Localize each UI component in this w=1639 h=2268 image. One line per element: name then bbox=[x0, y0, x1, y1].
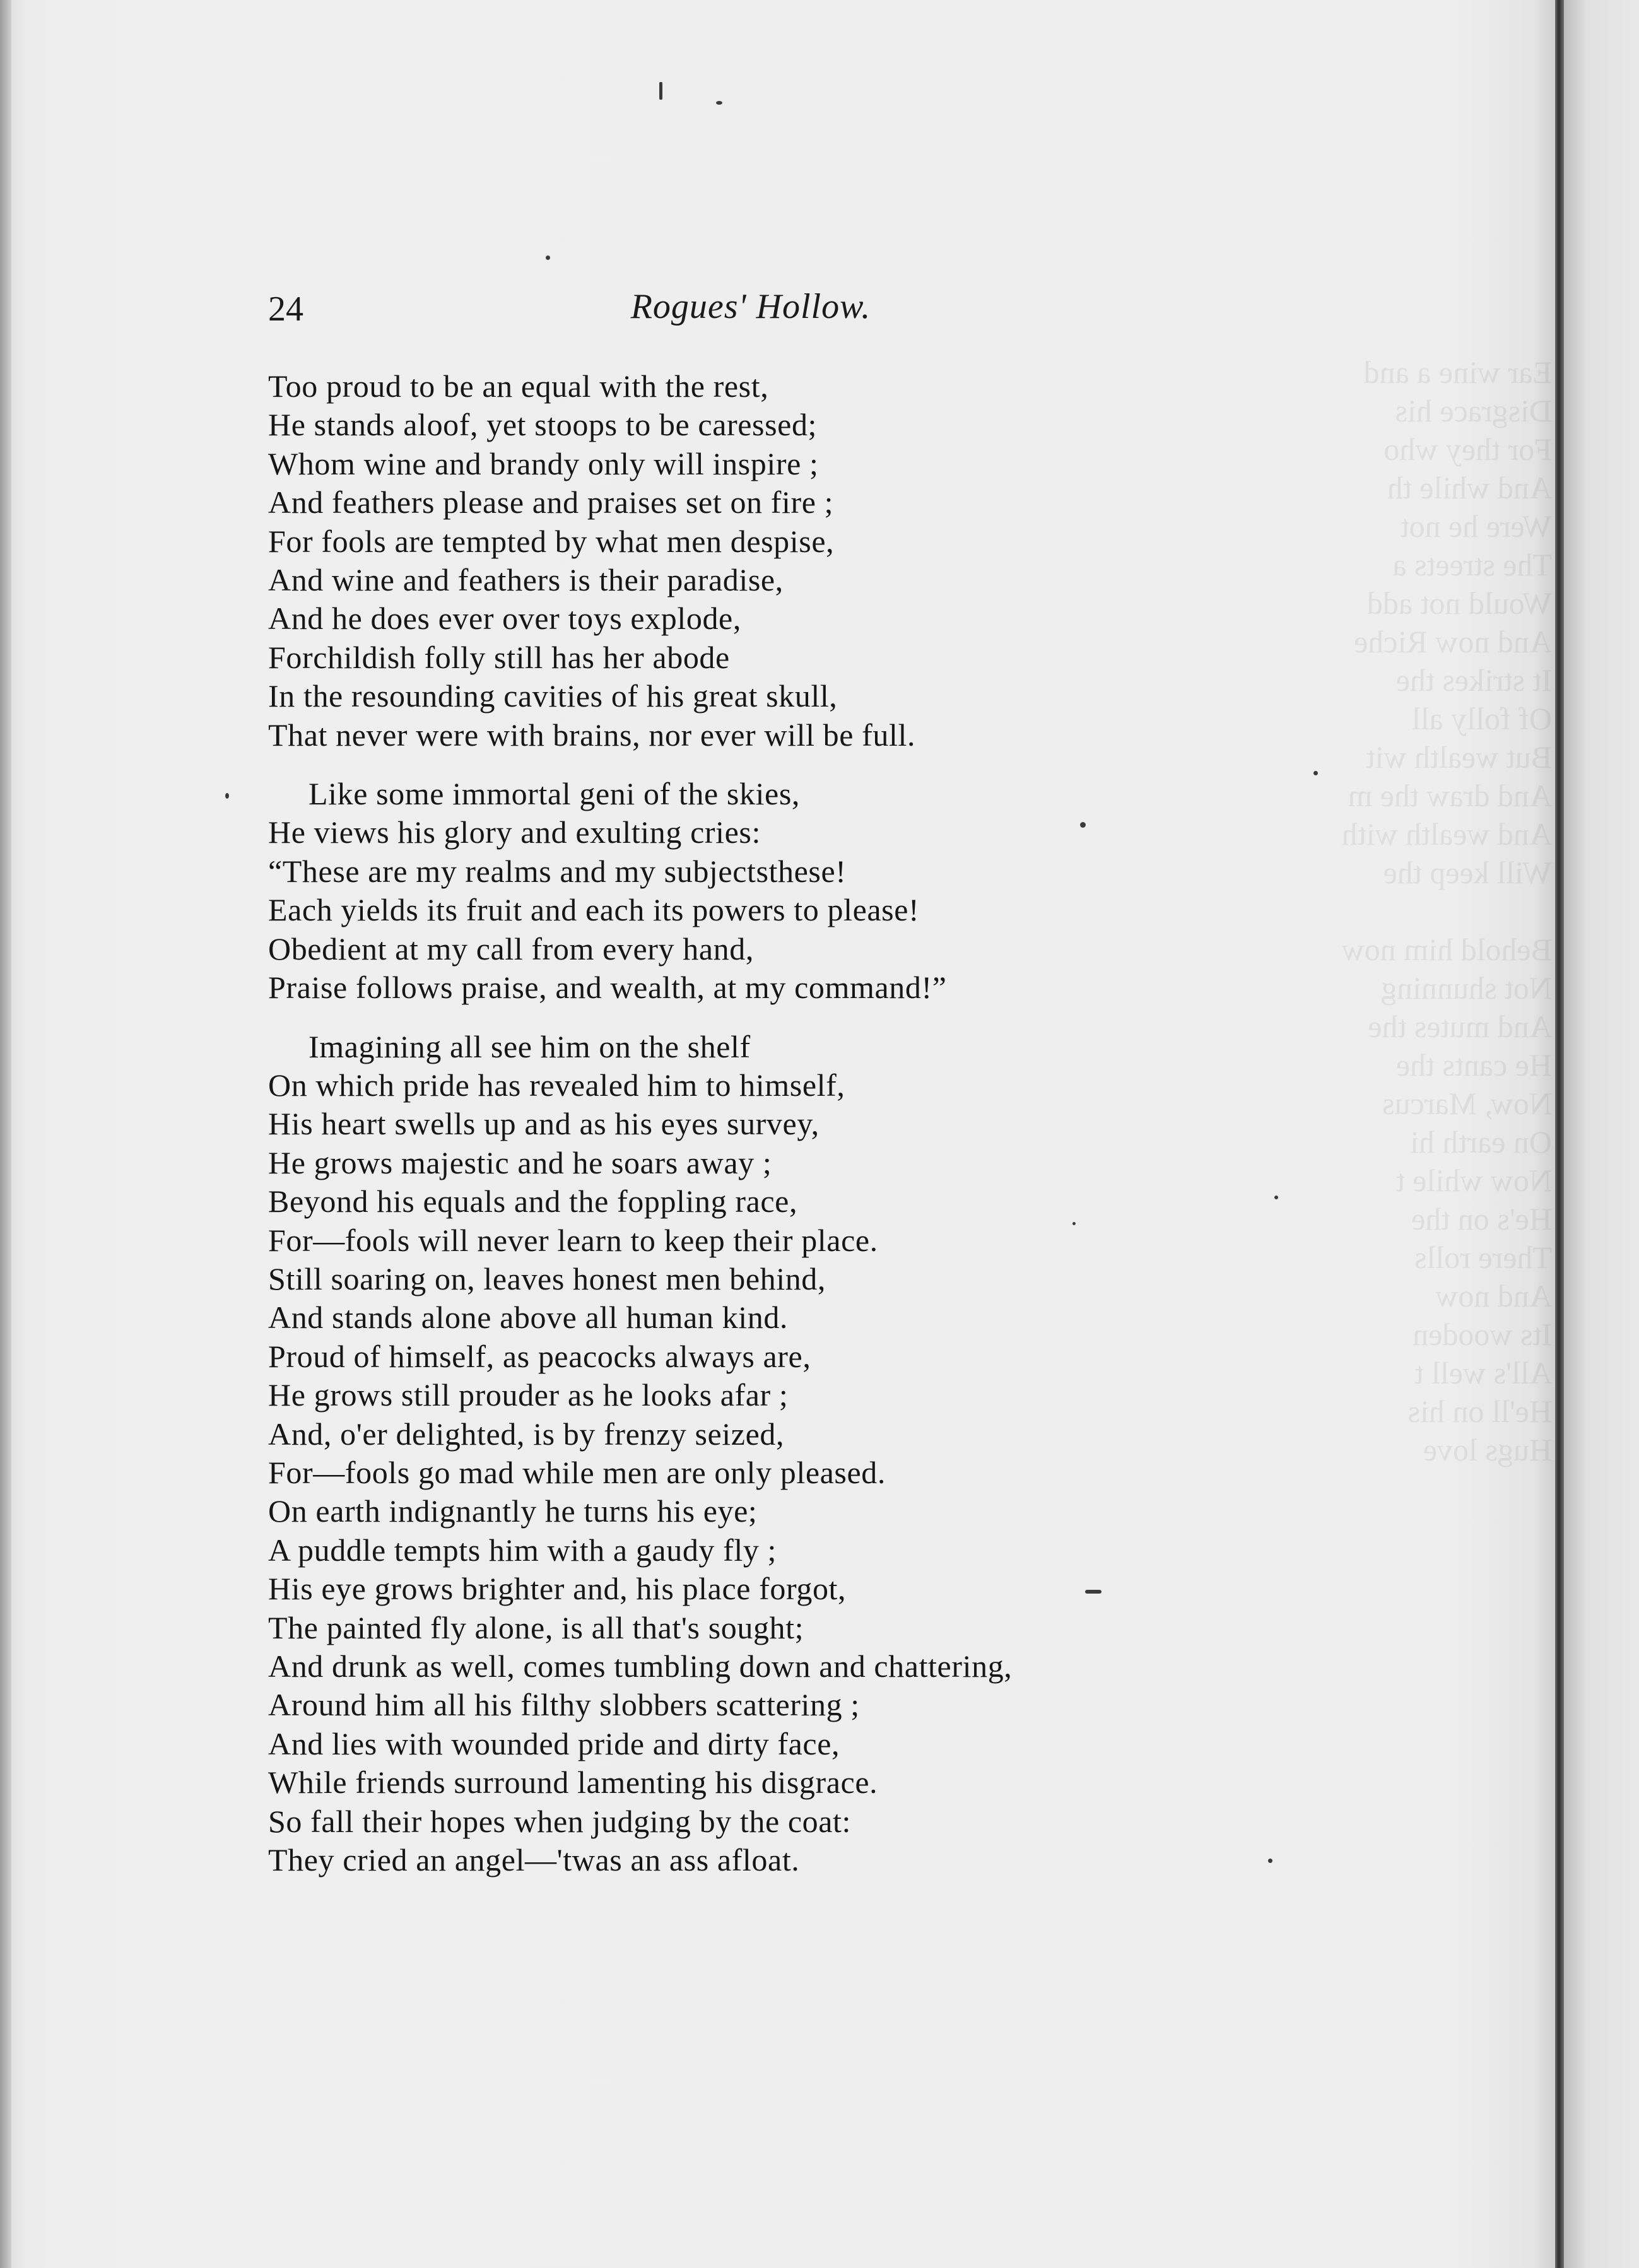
poem-line: Obedient at my call from every hand, bbox=[268, 931, 754, 967]
poem-line: He stands aloof, yet stoops to be caressed; bbox=[268, 407, 818, 443]
page-header bbox=[268, 284, 1233, 334]
poem-line: The painted fly alone, is all that's sought; bbox=[268, 1609, 804, 1645]
poem-line: On which pride has revealed him to himself, bbox=[268, 1067, 845, 1103]
poem-line: Praise follows praise, and wealth, at my command!” bbox=[268, 970, 947, 1006]
poem-line: Still soaring on, leaves honest men behind, bbox=[268, 1260, 826, 1296]
page-speck bbox=[659, 82, 662, 100]
poem-line: Too proud to be an equal with the rest, bbox=[268, 368, 769, 404]
poem-line: He grows still prouder as he looks afar ; bbox=[268, 1377, 789, 1413]
poem-line: They cried an angel—'twas an ass afloat. bbox=[268, 1842, 800, 1878]
page-number: 24 bbox=[268, 290, 303, 329]
poem-line: “These are my realms and my subjectsthese! bbox=[268, 853, 847, 889]
poem-line: So fall their hopes when judging by the coat: bbox=[268, 1803, 852, 1839]
poem-line: Like some immortal geni of the skies, bbox=[308, 776, 800, 812]
poem-line: And he does ever over toys explode, bbox=[268, 601, 741, 637]
poem-body bbox=[268, 367, 1278, 1879]
poem-line: In the resounding cavities of his great skull, bbox=[268, 678, 838, 714]
poem-line: On earth indignantly he turns his eye; bbox=[268, 1493, 758, 1529]
poem-line: Proud of himself, as peacocks always are, bbox=[268, 1338, 811, 1374]
poem-line: For—fools will never learn to keep their place. bbox=[268, 1222, 878, 1258]
poem-line: Imagining all see him on the shelf bbox=[308, 1028, 751, 1064]
poem-line: And, o'er delighted, is by frenzy seized, bbox=[268, 1416, 785, 1452]
poem-line: And wine and feathers is their paradise, bbox=[268, 562, 784, 598]
stanza-1 bbox=[268, 367, 1278, 755]
poem-line: Beyond his equals and the foppling race, bbox=[268, 1184, 798, 1219]
page-speck bbox=[1313, 771, 1318, 775]
poem-line: Each yields its fruit and each its powers to please! bbox=[268, 892, 920, 928]
bleed-through-text: Ear wine a and Disgrace his For they who And while th Were he not The streets a Would not add And now Riche It strikes the Of folly all But wealth wit And draw the m And wealth with Will keep the Behold him now Not shunning And mutes the He cants the Now, Marcus On earth hi Now while t He's on the There rolls And now Its wooden All's well t He'll on his Hugs love bbox=[1341, 355, 1552, 1467]
poem-line: Forchildish folly still has her abode bbox=[268, 639, 730, 675]
stanza-2 bbox=[268, 775, 1278, 1007]
facing-page-edge bbox=[1564, 0, 1639, 2268]
poem-line: He grows majestic and he soars away ; bbox=[268, 1144, 772, 1180]
poem-line: Around him all his filthy slobbers scattering ; bbox=[268, 1687, 860, 1723]
page-speck bbox=[546, 256, 550, 260]
running-title: Rogues' Hollow. bbox=[630, 287, 871, 326]
poem-line: For fools are tempted by what men despise, bbox=[268, 523, 835, 559]
book-spine-line bbox=[1555, 0, 1564, 2268]
poem-line: And lies with wounded pride and dirty face, bbox=[268, 1725, 840, 1761]
poem-line: And drunk as well, comes tumbling down and chattering, bbox=[268, 1648, 1013, 1684]
poem-line: For—fools go mad while men are only pleased. bbox=[268, 1454, 886, 1490]
poem-line: Whom wine and brandy only will inspire ; bbox=[268, 445, 819, 481]
poem-line: A puddle tempts him with a gaudy fly ; bbox=[268, 1532, 777, 1568]
poem-line: His heart swells up and as his eyes survey, bbox=[268, 1106, 820, 1142]
page-speck bbox=[225, 793, 229, 799]
poem-line: And feathers please and praises set on fire ; bbox=[268, 485, 834, 520]
poem-line: And stands alone above all human kind. bbox=[268, 1300, 789, 1336]
page-speck bbox=[716, 101, 722, 105]
poem-line: While friends surround lamenting his disgrace. bbox=[268, 1765, 878, 1801]
poem-line: That never were with brains, nor ever will be full. bbox=[268, 717, 916, 753]
stanza-3 bbox=[268, 1028, 1278, 1880]
poem-line: He views his glory and exulting cries: bbox=[268, 814, 761, 850]
poem-line: His eye grows brighter and, his place forgot, bbox=[268, 1571, 847, 1607]
page-left-edge-shadow bbox=[0, 0, 11, 2268]
